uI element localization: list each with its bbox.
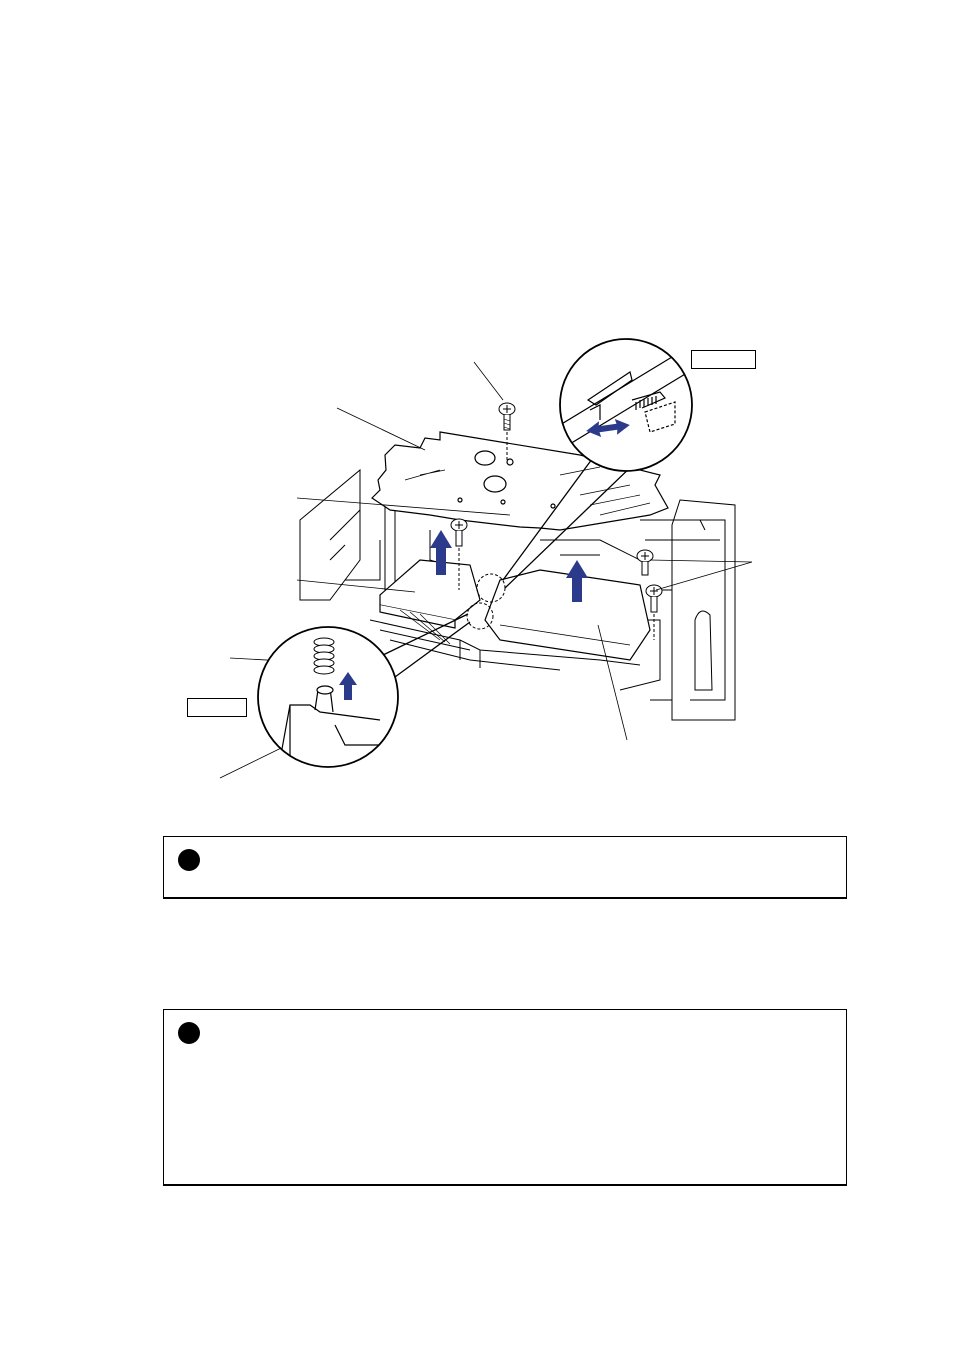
screw-right-upper: [637, 550, 653, 575]
note-box-1: [163, 836, 847, 899]
view-tag-left: [187, 698, 247, 717]
magnified-connector-view: [560, 339, 700, 471]
note-box-2: [163, 1009, 847, 1186]
note-bullet-icon: [178, 849, 200, 871]
view-tag-right: [691, 350, 756, 369]
spring-icon: [314, 638, 334, 674]
note-bullet-icon: [178, 1022, 200, 1044]
